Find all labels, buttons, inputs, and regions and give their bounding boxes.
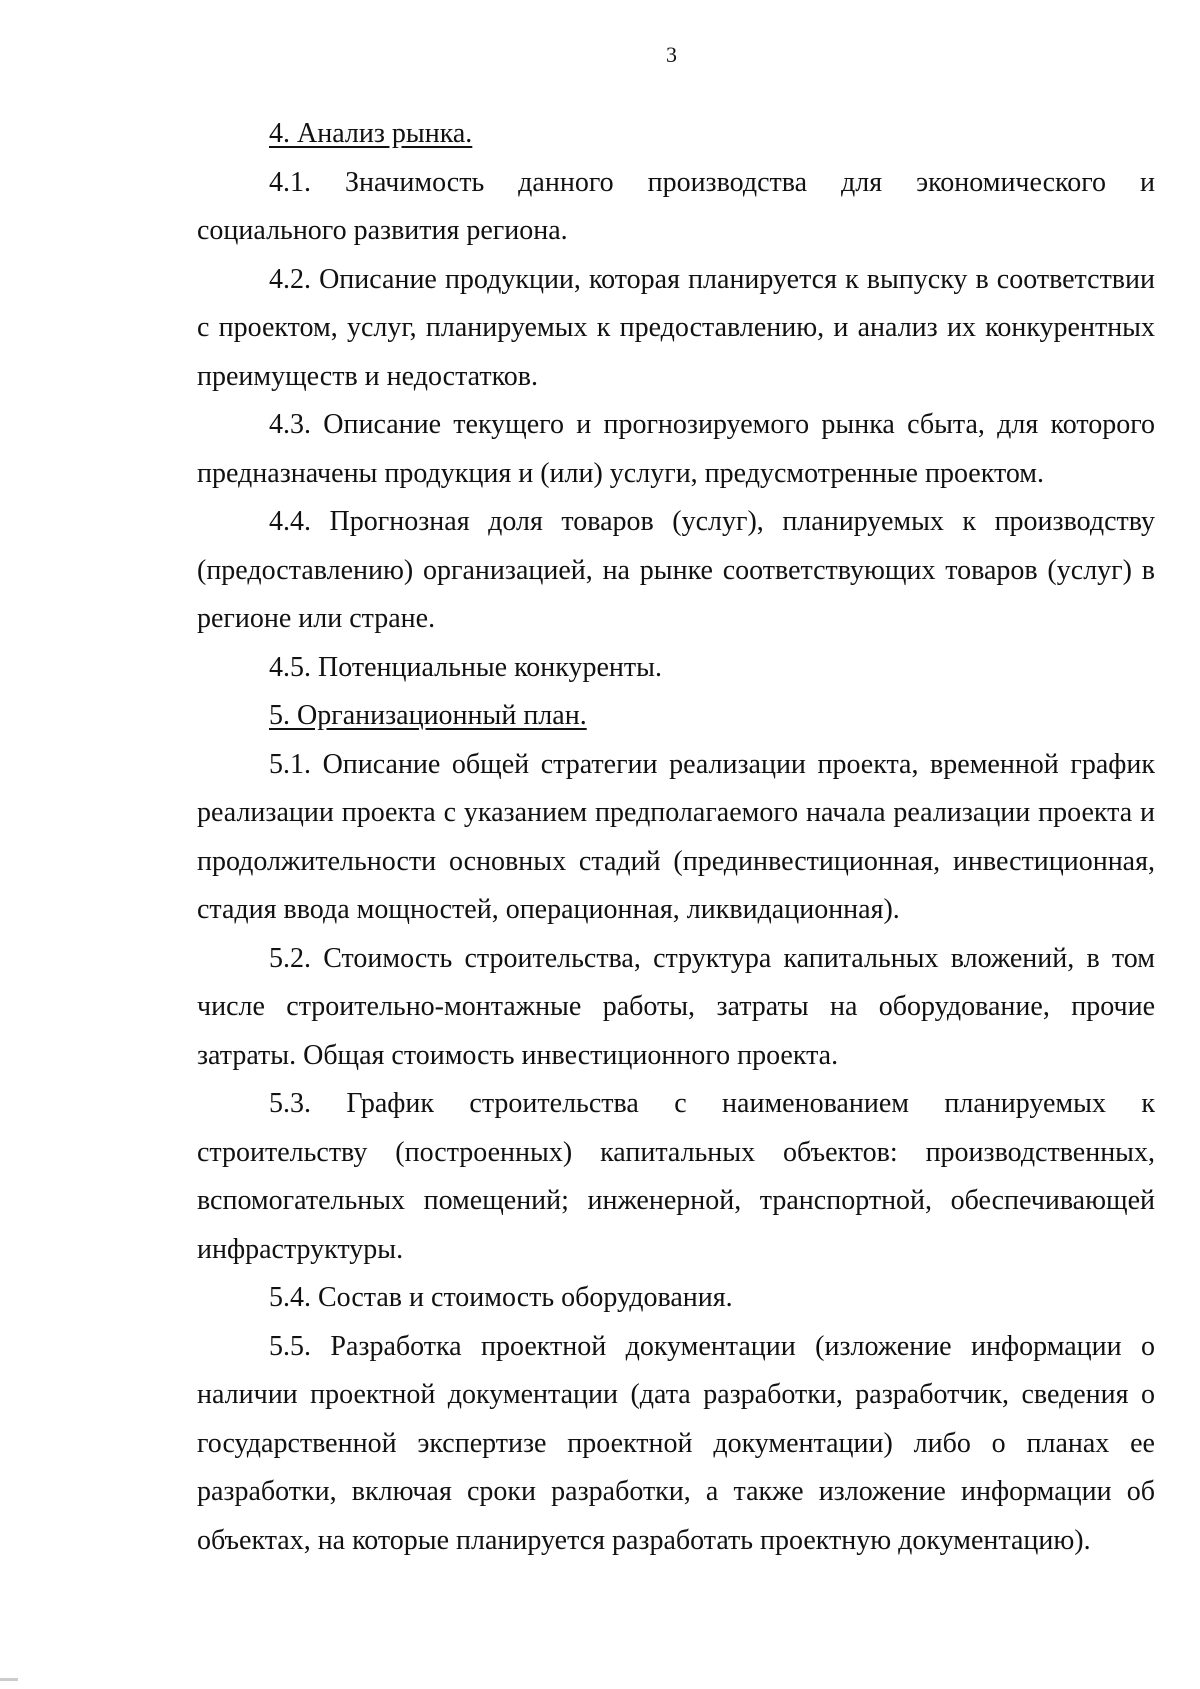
scan-artifact <box>0 1678 18 1681</box>
section-4-heading: 4. Анализ рынка. <box>269 118 473 149</box>
paragraph-5-5: 5.5. Разработка проектной документации (изложение информации о наличии проектной документации (дата разработки, разработчик, сведения о государственной экспертизе проектной документации) либо о планах ее разработки, включая сроки разработки, а также изложение информации об объектах, на которые планируется разработать проектную документацию). <box>197 1330 1155 1556</box>
paragraph-4-4: 4.4. Прогнозная доля товаров (услуг), планируемых к производству (предоставлению) организацией, на рынке соответствующих товаров (услуг) в регионе или стране. <box>197 506 1155 634</box>
paragraph-4-3: 4.3. Описание текущего и прогнозируемого рынка сбыта, для которого предназначены продукция и (или) услуги, предусмотренные проектом. <box>197 409 1155 489</box>
document-body <box>197 110 1155 1565</box>
section-5-heading: 5. Организационный план. <box>269 700 587 731</box>
paragraph-4-1-first-line: 4.1. Значимость данного производства для экономического и <box>269 166 1155 198</box>
paragraph-5-4: 5.4. Состав и стоимость оборудования. <box>269 1282 733 1313</box>
paragraph-4-2: 4.2. Описание продукции, которая планируется к выпуску в соответствии с проектом, услуг, планируемых к предоставлению, и анализ их конкурентных преимуществ и недостатков. <box>197 263 1155 392</box>
page-number: 3 <box>666 42 677 67</box>
paragraph-4-5: 4.5. Потенциальные конкуренты. <box>269 651 662 683</box>
paragraph-4-1-continuation: социального развития региона. <box>197 215 568 246</box>
paragraph-5-2: 5.2. Стоимость строительства, структура капитальных вложений, в том числе строительно-монтажные работы, затраты на оборудование, прочие затраты. Общая стоимость инвестиционного проекта. <box>197 942 1155 1071</box>
paragraph-5-3: 5.3. График строительства с наименованием планируемых к строительству (построенных) капитальных объектов: производственных, вспомогательных помещений; инженерной, транспортной, обеспечивающей инфраструктуры. <box>197 1088 1155 1265</box>
paragraph-5-1: 5.1. Описание общей стратегии реализации проекта, временной график реализации проекта с указанием предполагаемого начала реализации проекта и продолжительности основных стадий (прединвестиционная, инвестиционная, стадия ввода мощностей, операционная, ликвидационная). <box>197 748 1155 925</box>
